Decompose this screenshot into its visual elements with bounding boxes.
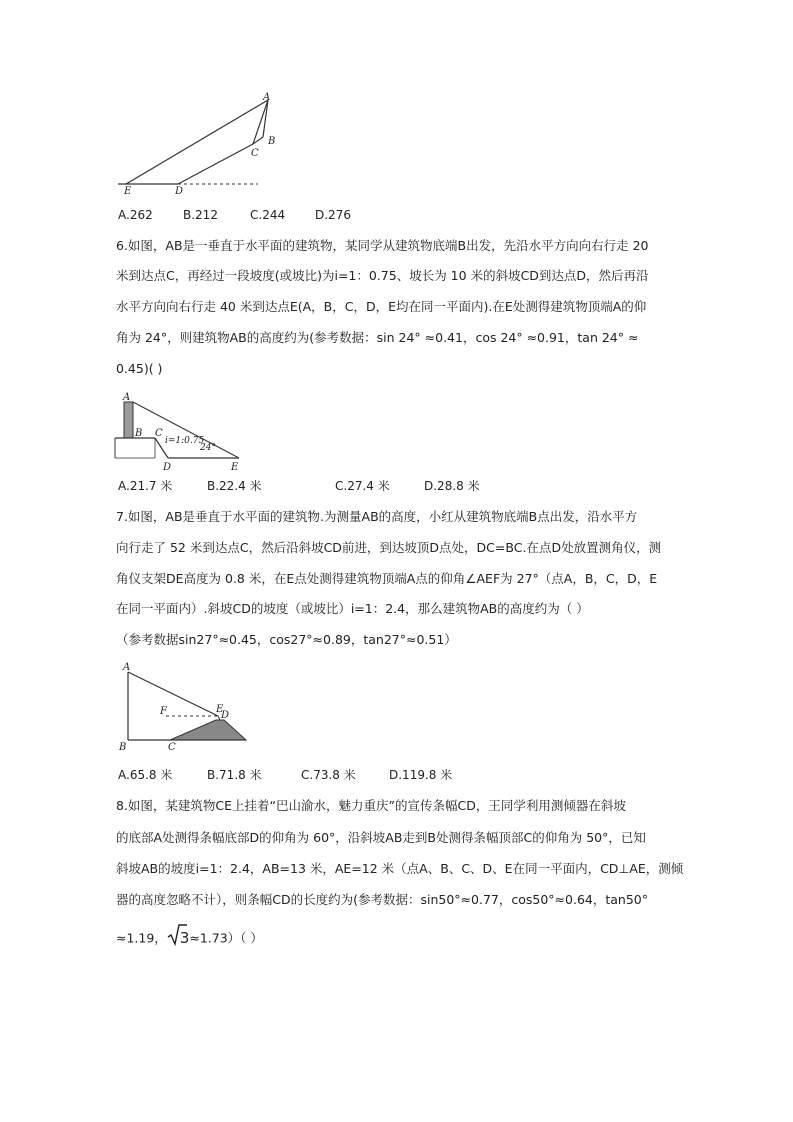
point-d-label: D (175, 186, 184, 197)
q6-point-b-label: B (135, 428, 143, 439)
q5-option-a: A.262 (118, 208, 153, 222)
q6-point-c-label: C (155, 428, 163, 439)
figure-q5 (118, 92, 278, 196)
q7-line-4: 在同一平面内）.斜坡CD的坡度（或坡比）i=1：2.4，那么建筑物AB的高度约为（ ） (116, 601, 589, 616)
q7-point-b-label: B (119, 742, 127, 753)
q6-slope-label: i=1:0.75 (165, 436, 205, 446)
q6-option-d: D.28.8 米 (424, 479, 480, 493)
q8-last-suffix: ≈1.73）（ ） (189, 930, 263, 946)
q5-option-d: D.276 (315, 208, 351, 222)
q8-line-4: 器的高度忽略不计），则条幅CD的长度约为(参考数据：sin50°≈0.77，cos50°≈0.64，tan50° (116, 892, 648, 907)
q8-line-2: 的底部A处测得条幅底部D的仰角为 60°，沿斜坡AB走到B处测得条幅顶部C的仰角为 50°，已知 (116, 830, 646, 845)
point-a-label: A (263, 92, 271, 103)
point-c-label: C (251, 148, 259, 159)
q8-line-3: 斜坡AB的坡度i=1：2.4，AB=13 米，AE=12 米（点A、B、C、D、E在同一平面内，CD⊥AE，测倾 (116, 861, 684, 876)
figure-q7 (118, 660, 258, 755)
q6-line-1: 6.如图，AB是一垂直于水平面的建筑物，某同学从建筑物底端B出发，先沿水平方向向右行走 20 (116, 238, 649, 253)
q6-angle-label: 24° (200, 443, 216, 453)
q8-line-5 (116, 928, 263, 950)
q6-line-2: 米到达点C，再经过一段坡度(或坡比)为i=1：0.75、坡长为 10 米的斜坡CD到达点D，然后再沿 (116, 268, 649, 283)
q6-line-3: 水平方向向右行走 40 米到达点E(A，B，C，D，E均在同一平面内).在E处测得建筑物顶端A的仰 (116, 299, 647, 314)
q7-line-2: 向行走了 52 米到达点C，然后沿斜坡CD前进，到达坡顶D点处，DC=BC.在点D处放置测角仪，测 (116, 540, 662, 555)
q6-line-5: 0.45)( ) (116, 361, 163, 376)
q7-point-a-label: A (123, 662, 131, 673)
q7-point-e-label: E (216, 704, 224, 715)
point-e-label: E (124, 186, 132, 197)
q6-point-e-label: E (231, 462, 239, 473)
q6-line-4: 角为 24°，则建筑物AB的高度约为(参考数据：sin 24° ≈0.41，cos 24° ≈0.91，tan 24° ≈ (116, 330, 639, 345)
q7-option-c: C.73.8 米 (301, 768, 356, 782)
q5-option-b: B.212 (183, 208, 218, 222)
q6-option-b: B.22.4 米 (207, 479, 262, 493)
q8-sqrt-radicand: 3 (179, 928, 190, 947)
q7-option-b: B.71.8 米 (207, 768, 262, 782)
figure-q6 (115, 392, 255, 472)
q6-point-d-label: D (163, 462, 172, 473)
q7-point-f-label: F (160, 706, 167, 717)
q6-option-c: C.27.4 米 (335, 479, 390, 493)
point-b-label: B (268, 136, 276, 147)
sqrt-symbol (167, 928, 190, 950)
q7-line-3: 角仪支架DE高度为 0.8 米，在E点处测得建筑物顶端A点的仰角∠AEF为 27°（点A，B，C，D，E (116, 571, 658, 586)
q8-line-1: 8.如图，某建筑物CE上挂着“巴山渝水，魅力重庆”的宣传条幅CD，王同学利用测倾器在斜坡 (116, 798, 626, 813)
q6-option-a: A.21.7 米 (118, 479, 173, 493)
q6-point-a-label: A (123, 392, 131, 403)
q7-line-5: （参考数据sin27°≈0.45，cos27°≈0.89，tan27°≈0.51） (116, 632, 457, 647)
q7-option-a: A.65.8 米 (118, 768, 173, 782)
q5-option-c: C.244 (250, 208, 286, 222)
q7-option-d: D.119.8 米 (389, 768, 453, 782)
q7-point-d-label: D (221, 710, 230, 721)
q7-point-c-label: C (168, 742, 176, 753)
q8-last-prefix: ≈1.19， (116, 930, 167, 946)
q7-line-1: 7.如图，AB是垂直于水平面的建筑物.为测量AB的高度，小红从建筑物底端B点出发，沿水平方 (116, 509, 638, 524)
